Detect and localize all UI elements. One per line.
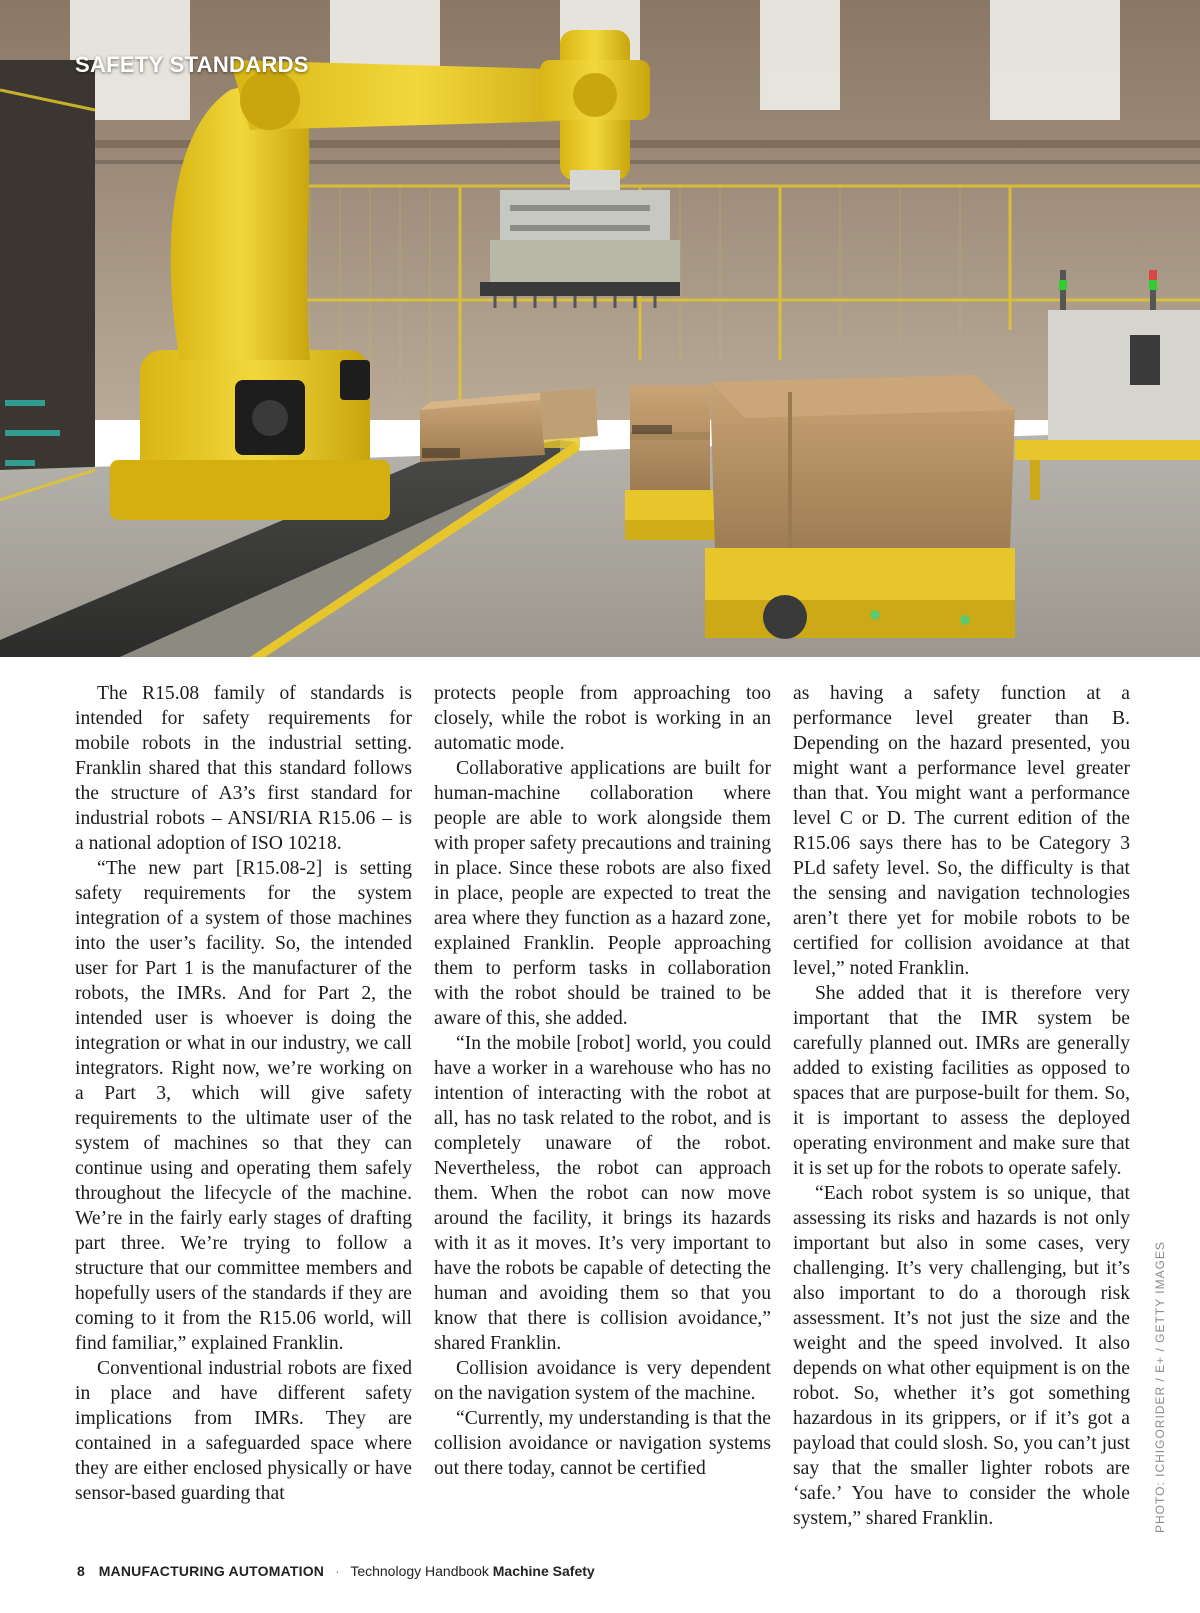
footer-separator: ·	[335, 1563, 340, 1579]
column-3	[793, 681, 1130, 1531]
column-1	[75, 681, 412, 1531]
article-body	[75, 681, 1130, 1531]
paragraph: “In the mobile [robot] world, you could have a worker in a warehouse who has no intention of interacting with the robot at all, has no task related to the robot, and is completely unaware of the robot. Nevertheless, the robot can approach them. When the robot can now move around the facility, it brings its hazards with it as it moves. It’s very important to have the robots be capable of detecting the human and avoiding them so that you know that there is collision avoidance,” shared Franklin.	[434, 1033, 771, 1354]
section-label: SAFETY STANDARDS	[75, 52, 309, 77]
paragraph: Conventional industrial robots are fixed in place and have different safety implications from IMRs. They are contained in a safeguarded space where they are either enclosed physically or have sensor-based guarding that	[75, 1358, 412, 1504]
paragraph: “Currently, my understanding is that the collision avoidance or navigation systems out there today, cannot be certified	[434, 1408, 771, 1479]
paragraph: The R15.08 family of standards is intended for safety requirements for mobile robots in the industrial setting. Franklin shared that this standard follows the structure of A3’s first standard for industrial robots – ANSI/RIA R15.06 – is a national adoption of ISO 10218.	[75, 683, 412, 854]
page-footer	[77, 1563, 595, 1579]
publication-name: MANUFACTURING AUTOMATION	[98, 1563, 325, 1579]
photo-credit: PHOTO: ICHIGORIDER / E+ / GETTY IMAGES	[1153, 1241, 1167, 1533]
paragraph: as having a safety function at a performance level greater than B. Depending on the hazard presented, you might want a performance level greater than that. You might want a performance level C or D. The current edition of the R15.06 says there has to be Category 3 PLd safety level. So, the difficulty is that the sensing and navigation technologies aren’t there yet for mobile robots to be certified for collision avoidance at that level,” noted Franklin.	[793, 683, 1130, 979]
robot-arm-warehouse-illustration	[0, 0, 1200, 657]
paragraph: Collaborative applications are built for human-machine collaboration where people are able to work alongside them with proper safety precautions and training in place. Since these robots are also fixed in place, people are expected to treat the area where they function as a hazard zone, explained Franklin. People approaching them to perform tasks in collaboration with the robot should be trained to be aware of this, she added.	[434, 758, 771, 1029]
paragraph: “Each robot system is so unique, that assessing its risks and hazards is not only important but also in some cases, very challenging. It’s very challenging, but it’s also important to do a thorough risk assessment. It’s not just the size and the weight and the speed involved. It also depends on what other equipment is on the robot. So, whether it’s got something hazardous in its grippers, or if it’s got a payload that could slosh. So, you can’t just say that the smaller lighter robots are ‘safe.’ You have to consider the whole system,” shared Franklin.	[793, 1183, 1130, 1529]
paragraph: Collision avoidance is very dependent on the navigation system of the machine.	[434, 1358, 771, 1404]
hero-photo	[0, 0, 1200, 657]
page-number: 8	[77, 1563, 85, 1579]
paragraph: She added that it is therefore very important that the IMR system be carefully planned out. IMRs are generally added to existing facilities as opposed to spaces that are purpose-built for them. So, it is important to assess the deployed operating environment and make sure that it is set up for the robots to operate safely.	[793, 983, 1130, 1179]
paragraph: “The new part [R15.08-2] is setting safety requirements for the system integration of a system of those machines into the user’s facility. So, the intended user for Part 1 is the manufacturer of the robots, the IMRs. And for Part 2, the intended user is whoever is doing the integration or what in our industry, we call integrators. Right now, we’re working on a Part 3, which will give safety requirements to the ultimate user of the system of machines so that they can continue using and operating them safely throughout the lifecycle of the machine. We’re in the fairly early stages of drafting part three. We’re trying to follow a structure that our committee members and hopefully users of the standards if they are coming to it from the R15.06 world, will find familiar,” explained Franklin.	[75, 858, 412, 1354]
paragraph: protects people from approaching too closely, while the robot is working in an automatic mode.	[434, 683, 771, 754]
column-2	[434, 681, 771, 1531]
handbook-topic: Machine Safety	[492, 1563, 595, 1579]
handbook-name: Technology Handbook	[350, 1563, 489, 1579]
